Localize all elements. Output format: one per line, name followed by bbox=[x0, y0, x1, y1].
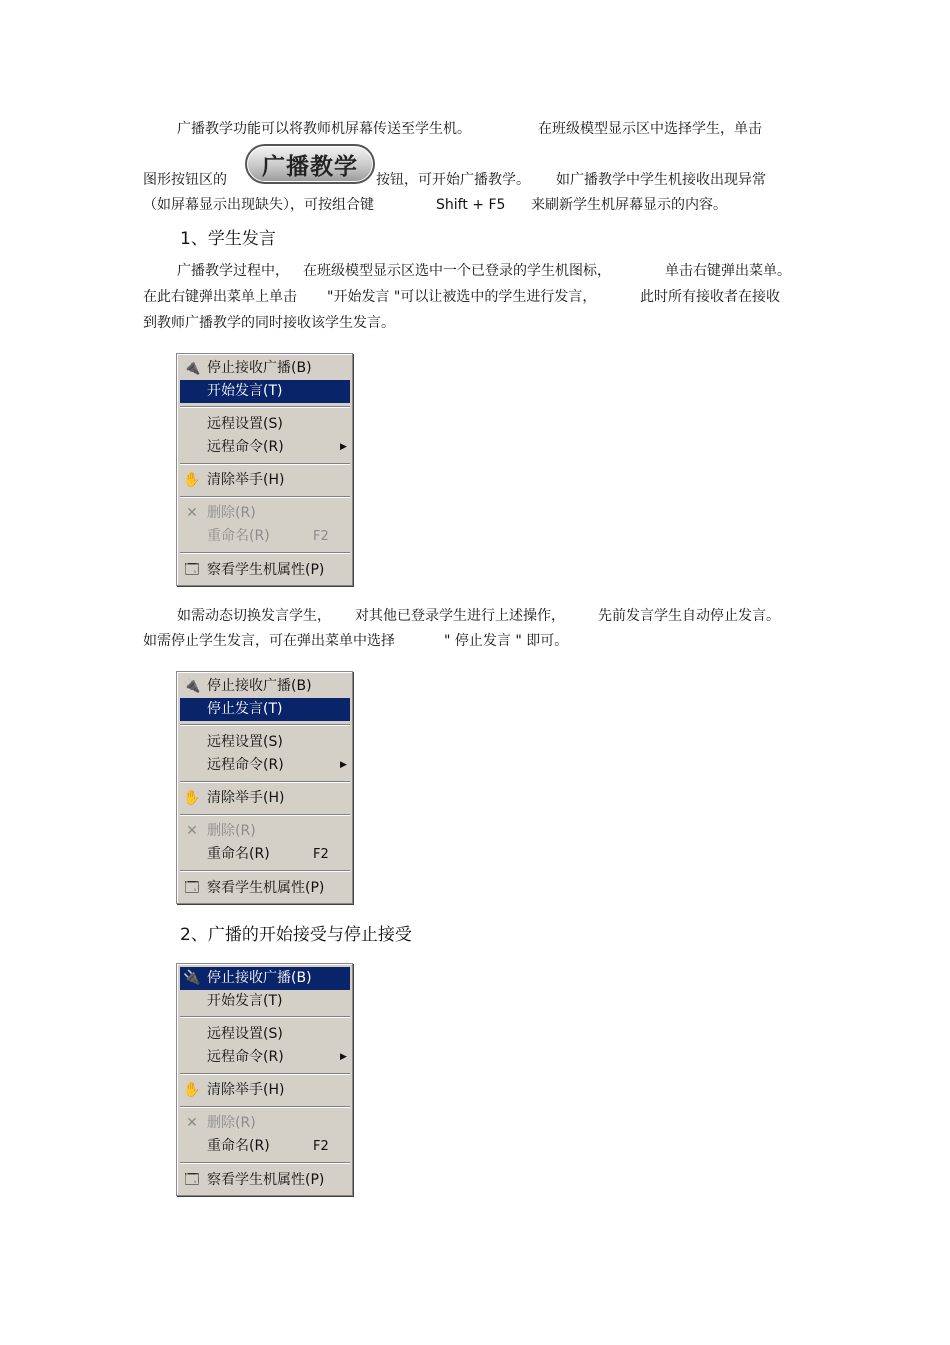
menu-item-stop-broadcast[interactable] bbox=[180, 967, 350, 990]
delete-x-icon: ✕ bbox=[186, 1115, 198, 1131]
menu-item-label: 远程命令(R) bbox=[207, 439, 284, 455]
menu-item-label: 远程设置(S) bbox=[207, 734, 283, 750]
menu-separator bbox=[180, 463, 350, 465]
menu-item-label: 清除举手(H) bbox=[207, 1082, 285, 1098]
menu-item-label: 远程命令(R) bbox=[207, 757, 284, 773]
menu-item-label: 察看学生机属性(P) bbox=[207, 562, 325, 578]
menu-item-label: 开始发言(T) bbox=[207, 383, 283, 399]
broadcast-icon: 🔌 bbox=[183, 360, 201, 376]
shortcut-label: F2 bbox=[313, 1139, 329, 1154]
menu-item-rename[interactable] bbox=[180, 1135, 350, 1158]
broadcast-icon: 🔌 bbox=[183, 678, 201, 694]
context-menu-2 bbox=[176, 671, 353, 904]
menu-item-stop-speech[interactable] bbox=[180, 698, 350, 721]
text-segment: 在班级模型显示区中选择学生，单击 bbox=[538, 121, 762, 137]
menu-item-label: 删除(R) bbox=[207, 823, 256, 839]
menu-item-label: 清除举手(H) bbox=[207, 790, 285, 806]
menu-item-clear-hand[interactable] bbox=[180, 1079, 350, 1102]
text-segment: 图形按钮区的 bbox=[143, 172, 227, 188]
text-segment: "开始发言 "可以让被选中的学生进行发言， bbox=[327, 289, 597, 305]
menu-item-remote-command[interactable] bbox=[180, 1046, 350, 1069]
menu-separator bbox=[180, 406, 350, 408]
text-segment: 单击右键弹出菜单。 bbox=[665, 263, 791, 279]
submenu-arrow-icon: ▶ bbox=[340, 1052, 347, 1062]
submenu-arrow-icon: ▶ bbox=[340, 760, 347, 770]
menu-separator bbox=[180, 870, 350, 872]
paragraph-2-line-3 bbox=[0, 312, 950, 334]
menu-item-remote-command[interactable] bbox=[180, 436, 350, 459]
text-segment: 在班级模型显示区选中一个已登录的学生机图标， bbox=[303, 263, 611, 279]
text-segment: 对其他已登录学生进行上述操作， bbox=[355, 608, 565, 624]
menu-item-label: 察看学生机属性(P) bbox=[207, 880, 325, 896]
menu-separator bbox=[180, 1162, 350, 1164]
menu-item-label: 重命名(R) bbox=[207, 528, 270, 544]
paragraph-1-line-2 bbox=[0, 169, 950, 191]
menu-item-start-speech[interactable] bbox=[180, 380, 350, 403]
text-segment: 先前发言学生自动停止发言。 bbox=[598, 608, 780, 624]
paragraph-3-line-1 bbox=[0, 605, 950, 627]
text-segment: 如需动态切换发言学生， bbox=[177, 608, 331, 624]
menu-item-remote-settings[interactable] bbox=[180, 413, 350, 436]
menu-separator bbox=[180, 724, 350, 726]
text-segment: 广播教学过程中， bbox=[177, 263, 289, 279]
menu-item-start-speech[interactable] bbox=[180, 990, 350, 1013]
menu-separator bbox=[180, 781, 350, 783]
shortcut-label: F2 bbox=[313, 529, 329, 544]
hand-icon: ✋ bbox=[183, 1082, 201, 1098]
text-segment: 按钮，可开始广播教学。 bbox=[376, 172, 530, 188]
menu-item-label: 停止接收广播(B) bbox=[207, 360, 312, 376]
menu-item-label: 删除(R) bbox=[207, 505, 256, 521]
menu-item-rename[interactable] bbox=[180, 843, 350, 866]
menu-item-label: 远程设置(S) bbox=[207, 416, 283, 432]
menu-item-label: 停止发言(T) bbox=[207, 701, 283, 717]
menu-separator bbox=[180, 1016, 350, 1018]
menu-item-rename bbox=[180, 525, 350, 548]
delete-x-icon: ✕ bbox=[186, 823, 198, 839]
menu-item-label: 停止接收广播(B) bbox=[207, 970, 312, 986]
menu-item-label: 重命名(R) bbox=[207, 1138, 270, 1154]
menu-item-label: 清除举手(H) bbox=[207, 472, 285, 488]
menu-separator bbox=[180, 814, 350, 816]
text-segment: 来刷新学生机屏幕显示的内容。 bbox=[531, 197, 727, 213]
menu-item-properties[interactable] bbox=[180, 559, 350, 582]
text-segment: 如广播教学中学生机接收出现异常 bbox=[556, 172, 766, 188]
menu-item-label: 察看学生机属性(P) bbox=[207, 1172, 325, 1188]
submenu-arrow-icon: ▶ bbox=[340, 442, 347, 452]
text-segment: 广播教学功能可以将教师机屏幕传送至学生机。 bbox=[177, 121, 471, 137]
text-segment: 此时所有接收者在接收 bbox=[640, 289, 780, 305]
menu-item-delete bbox=[180, 502, 350, 525]
text-segment: " 停止发言 " 即可。 bbox=[444, 633, 569, 649]
menu-item-label: 重命名(R) bbox=[207, 846, 270, 862]
menu-item-clear-hand[interactable] bbox=[180, 469, 350, 492]
text-segment: 在此右键弹出菜单上单击 bbox=[143, 289, 297, 305]
broadcast-teaching-button[interactable]: 广播教学 bbox=[245, 144, 375, 184]
paragraph-1-line-3 bbox=[0, 194, 950, 216]
text-segment: （如屏幕显示出现缺失），可按组合键 bbox=[143, 197, 374, 213]
context-menu-3 bbox=[176, 963, 353, 1196]
menu-item-label: 删除(R) bbox=[207, 1115, 256, 1131]
paragraph-2-line-1 bbox=[0, 260, 950, 282]
context-menu-1 bbox=[176, 353, 353, 586]
menu-item-label: 远程命令(R) bbox=[207, 1049, 284, 1065]
paragraph-3-line-2 bbox=[0, 630, 950, 652]
text-segment: 如需停止学生发言，可在弹出菜单中选择 bbox=[143, 633, 395, 649]
shortcut-label: F2 bbox=[313, 847, 329, 862]
hand-icon: ✋ bbox=[183, 790, 201, 806]
menu-item-remote-command[interactable] bbox=[180, 754, 350, 777]
menu-item-stop-broadcast[interactable] bbox=[180, 675, 350, 698]
menu-item-label: 开始发言(T) bbox=[207, 993, 283, 1009]
menu-separator bbox=[180, 496, 350, 498]
menu-item-remote-settings[interactable] bbox=[180, 1023, 350, 1046]
text-segment: 到教师广播教学的同时接收该学生发言。 bbox=[143, 315, 395, 331]
menu-separator bbox=[180, 1073, 350, 1075]
properties-icon: 🗔 bbox=[184, 880, 200, 896]
menu-item-properties[interactable] bbox=[180, 1169, 350, 1192]
menu-separator bbox=[180, 552, 350, 554]
menu-item-stop-broadcast[interactable] bbox=[180, 357, 350, 380]
paragraph-2-line-2 bbox=[0, 286, 950, 308]
menu-item-properties[interactable] bbox=[180, 877, 350, 900]
section-heading-1: 1、学生发言 bbox=[180, 229, 276, 249]
shortcut-key-text: Shift + F5 bbox=[436, 197, 506, 213]
menu-separator bbox=[180, 1106, 350, 1108]
menu-item-delete bbox=[180, 1112, 350, 1135]
section-heading-2: 2、广播的开始接受与停止接受 bbox=[180, 925, 412, 945]
paragraph-1-line-1 bbox=[0, 118, 950, 140]
properties-icon: 🗔 bbox=[184, 562, 200, 578]
menu-item-clear-hand[interactable] bbox=[180, 787, 350, 810]
menu-item-label: 远程设置(S) bbox=[207, 1026, 283, 1042]
menu-item-remote-settings[interactable] bbox=[180, 731, 350, 754]
broadcast-icon: 🔌 bbox=[183, 970, 201, 986]
menu-item-label: 停止接收广播(B) bbox=[207, 678, 312, 694]
hand-icon: ✋ bbox=[183, 472, 201, 488]
menu-item-delete bbox=[180, 820, 350, 843]
delete-x-icon: ✕ bbox=[186, 505, 198, 521]
properties-icon: 🗔 bbox=[184, 1172, 200, 1188]
